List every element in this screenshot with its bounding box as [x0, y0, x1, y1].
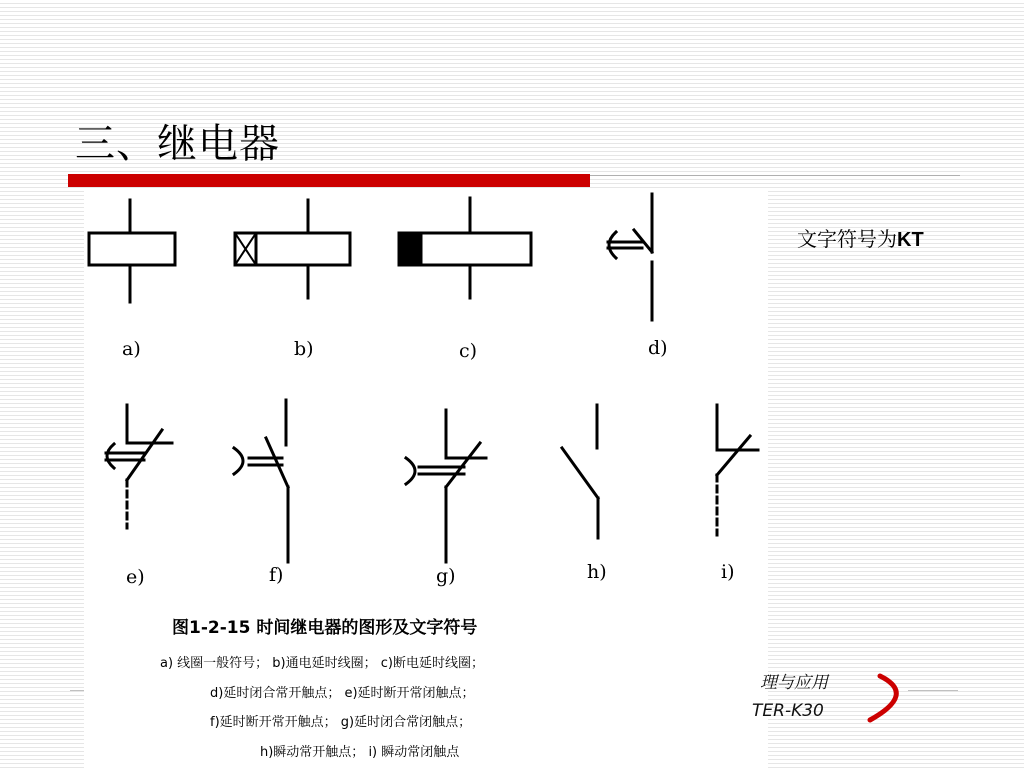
label-b: b) — [294, 338, 314, 360]
logo-line-1: 理与应用 — [760, 673, 828, 693]
course-logo — [752, 664, 912, 726]
title-rule-red — [68, 174, 590, 187]
relay-symbol-figure — [84, 190, 768, 768]
footer-rule-left — [70, 690, 84, 691]
label-e: e) — [126, 566, 145, 588]
label-i: i) — [721, 561, 735, 583]
symbol-code: KT — [897, 229, 924, 251]
slide-title: 三、继电器 — [75, 121, 280, 167]
symbol-h-instant-no — [562, 405, 598, 538]
label-g: g) — [436, 565, 456, 587]
logo-line-2: TER-K30 — [752, 701, 824, 721]
label-d: d) — [648, 337, 668, 359]
relay-symbol-drawing — [84, 190, 768, 768]
logo-swoosh-icon — [870, 676, 896, 720]
symbol-a-coil — [89, 200, 175, 302]
label-c: c) — [459, 340, 478, 362]
footer-rule-right — [908, 690, 958, 691]
symbol-note — [797, 223, 924, 252]
symbol-f-delayed-open-no — [234, 400, 288, 562]
symbol-b-on-delay-coil — [235, 200, 350, 298]
label-f: f) — [269, 564, 284, 586]
symbol-note-text: 文字符号为 — [797, 227, 897, 251]
label-a: a) — [122, 338, 141, 360]
label-h: h) — [587, 561, 607, 583]
legend-line-1: a) 线圈一般符号； b)通电延时线圈； c)断电延时线圈； — [160, 656, 484, 671]
figure-caption: 图1-2-15 时间继电器的图形及文字符号 — [172, 618, 478, 638]
symbol-i-instant-nc — [717, 405, 758, 535]
symbol-g-delayed-close-nc — [406, 410, 486, 562]
title-rule-thin — [590, 175, 960, 176]
legend-line-2: d)延时闭合常开触点； e)延时断开常闭触点； — [210, 686, 475, 701]
symbol-e-delayed-open-nc — [106, 405, 172, 528]
legend-line-4: h)瞬动常开触点； i) 瞬动常闭触点 — [260, 745, 460, 760]
legend-line-3: f)延时断开常开触点； g)延时闭合常闭触点； — [210, 715, 472, 730]
symbol-c-off-delay-coil — [399, 198, 531, 298]
symbol-d-delayed-close-no — [608, 194, 652, 320]
